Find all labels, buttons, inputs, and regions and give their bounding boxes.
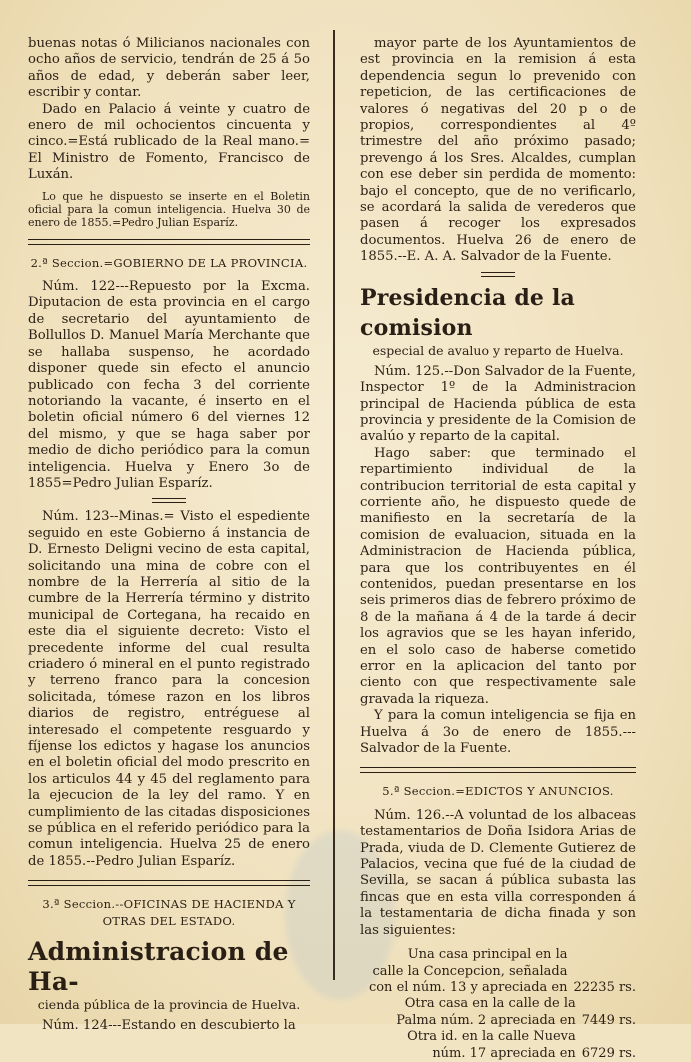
property-description: Otra casa en la calle de la Palma núm. 2 apreciada en xyxy=(396,996,576,1028)
short-divider xyxy=(152,498,186,503)
decree-signature: Dado en Palacio á veinte y cuatro de enero de mil ochocientos cincuenta y cinco.=Está rublicado de la Real mano.= El Ministro de Fomento, Francisco de Luxán. xyxy=(28,101,310,183)
notice-123: Núm. 123--Minas.= Visto el espediente seguido en este Gobierno á instancia de D. Ernesto Deligni vecino de esta capital, solicitando una mina de cobre con el nombre de la Herrería al sitio de la cumbre de la Herrería término y distrito municipal de Cortegana, ha recaido en este dia el siguiente decreto: Visto el precedente informe del cual resulta criadero ó mineral en el punto registrado y terreno franco para la concesion solicitada, tómese razon en los libros diarios de registro, entréguese al interesado el competente resguardo y fíjense los edictos y hagase los anuncios en el boletin oficial del modo prescrito en los articulos 44 y 45 del reglamento para la ejecucion de la ley del ramo. Y en cumplimiento de las citadas disposiciones se pública en el referido periódico para la comun inteligencia. Huelva 25 de enero de 1855.--Pedro Julian Esparíz. xyxy=(28,509,310,869)
boletin-note: Lo que he dispuesto se inserte en el Boletin oficial para la comun inteligencia. Huelva 30 de enero de 1855.=Pedro Julian Esparíz. xyxy=(28,189,310,229)
notice-122: Núm. 122---Repuesto por la Excma. Diputacion de esta provincia en el cargo de secretario del ayuntamiento de Bollullos D. Manuel María Merchante que se hallaba suspenso, he acordado disponer quede sin efecto el anuncio publicado con fecha 3 del corriente notoriando la vacante, é inserto en el boletin oficial número 6 del viernes 12 del mismo, y que se haga saber por medio de dicho periódico para la comun inteligencia. Huelva y Enero 3o de 1855=Pedro Julian Esparíz. xyxy=(28,279,310,491)
decree-ending: buenas notas ó Milicianos nacionales con ocho años de servicio, tendrán de 25 á 5o años de edad, y deberán saber leer, escribir y contar. xyxy=(28,36,310,101)
left-column xyxy=(28,36,310,1035)
section-divider xyxy=(28,239,310,245)
short-divider xyxy=(481,272,515,277)
list-item xyxy=(360,996,636,1029)
property-value: 7449 rs. xyxy=(581,1012,636,1028)
list-item xyxy=(360,947,636,996)
notice-124-continued: mayor parte de los Ayuntamientos de est provincia en la remision á esta dependencia segun lo prevenido con repeticion, de las certificaciones de valores ó negativas del 20 p o de propios, correspondientes al 4º trimestre del año próximo pasado; prevengo á los Sres. Alcaldes, cumplan con ese deber sin perdida de momento: bajo el concepto, que de no verificarlo, se acordará la salida de verederos que pasen á recoger los expresados documentos. Huelva 26 de enero de 1855.--E. A. A. Salvador de la Fuente. xyxy=(360,36,636,265)
presidencia-subtitle: especial de avaluo y reparto de Huelva. xyxy=(372,342,624,358)
section-divider xyxy=(28,880,310,886)
property-value: 22235 rs. xyxy=(573,979,636,995)
property-description: Otra id. en la calle Nueva núm. 17 apreciada en xyxy=(407,1029,576,1061)
section-divider xyxy=(360,767,636,773)
section-3-heading: 3.ª Seccion.--OFICINAS DE HACIENDA Y OTRAS DEL ESTADO. xyxy=(42,897,296,928)
notice-124-start: Núm. 124---Estando en descubierto la xyxy=(42,1018,296,1034)
section-2-heading: 2.ª Seccion.=GOBIERNO DE LA PROVINCIA. xyxy=(30,255,308,270)
presidencia-title: Presidencia de la comision xyxy=(360,284,575,341)
administracion-title: Administracion de Ha- xyxy=(28,937,289,997)
notice-125-closing: Y para la comun inteligencia se fija en Huelva á 3o de enero de 1855.---Salvador de la Fuente. xyxy=(360,708,636,757)
list-item xyxy=(360,1029,636,1062)
column-divider xyxy=(333,30,335,980)
property-list xyxy=(360,947,636,1062)
notice-126: Núm. 126.--A voluntad de los albaceas testamentarios de Doña Isidora Arias de Prada, viuda de D. Clemente Gutierez de Palacios, vecina que fué de la ciudad de Sevilla, se sacan á pública subasta las fincas que en esta villa corresponden á la testamentaria de dicha finada y son las siguientes: xyxy=(360,807,636,938)
property-description: Una casa principal en la calle la Concepcion, señalada con el núm. 13 y apreciada en xyxy=(368,947,568,995)
section-5-heading: 5.ª Seccion.=EDICTOS Y ANUNCIOS. xyxy=(382,784,614,799)
hago-saber: Hago saber: que terminado el repartimiento individual de la contribucion territorial de esta capital y corriente año, he dispuesto quede de manifiesto en la secretaría de la comision de evaluacion, situada en la Administracion de Hacienda pública, para que los contribuyentes en él contenidos, puedan presentarse en los seis primeros dias de febrero próximo de 8 de la mañana á 4 de la tarde á decir los agravios que se les hayan inferido, en el solo caso de haberse cometido error en la aplicacion del tanto por ciento con que respectivamente sale gravada la riqueza. xyxy=(360,445,636,707)
right-column xyxy=(360,36,636,1062)
notice-125: Núm. 125.--Don Salvador de la Fuente, Inspector 1º de la Administracion principal de Hacienda pública de esta provincia y presidente de la Comision de avalúo y reparto de la capital. xyxy=(360,363,636,445)
property-value: 6729 rs. xyxy=(581,1045,636,1061)
administracion-subtitle: cienda pública de la provincia de Huelva. xyxy=(37,997,301,1013)
